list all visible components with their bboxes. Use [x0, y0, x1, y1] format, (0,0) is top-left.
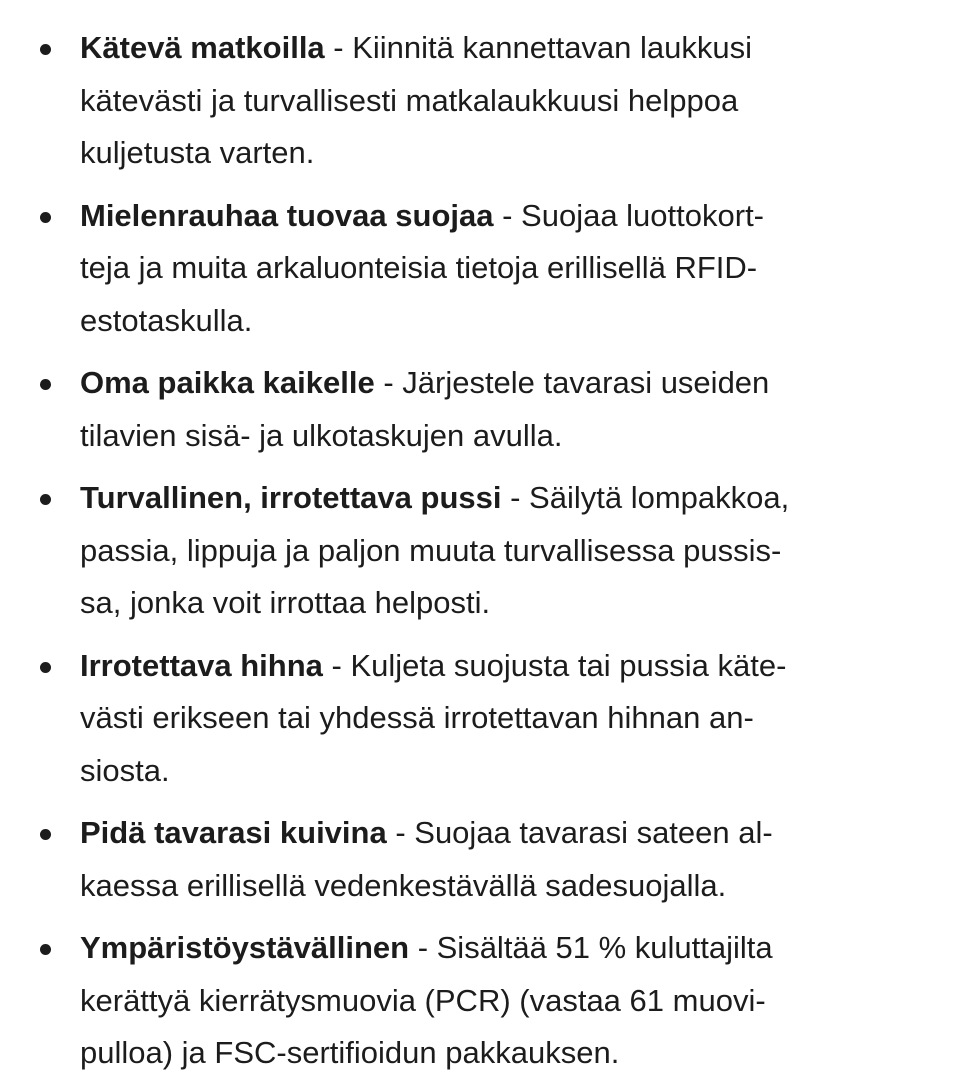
- feature-line: [80, 745, 960, 798]
- feature-description: passia, lippuja ja paljon muuta turvallisessa pussis-: [80, 532, 782, 568]
- feature-list-item: [0, 357, 960, 462]
- feature-line: [80, 860, 960, 913]
- feature-description: siosta.: [80, 752, 170, 788]
- feature-title: Mielenrauhaa tuovaa suojaa: [80, 197, 494, 233]
- feature-description: kaessa erillisellä vedenkestävällä sadesuojalla.: [80, 867, 727, 903]
- feature-description: kuljetusta varten.: [80, 135, 315, 170]
- feature-description: - Kuljeta suojusta tai pussia käte-: [322, 647, 787, 683]
- feature-description: sa, jonka voit irrottaa helposti.: [80, 585, 491, 620]
- feature-line: [80, 410, 960, 463]
- feature-line: [80, 472, 960, 525]
- feature-list-item: [0, 22, 960, 180]
- feature-title: Oma paikka kaikelle: [80, 365, 375, 400]
- feature-description: pulloa) ja FSC-sertifioidun pakkauksen.: [80, 1035, 620, 1070]
- feature-description: - Säilytä lompakkoa,: [501, 480, 790, 515]
- feature-line: [80, 242, 960, 295]
- feature-line: [80, 922, 960, 975]
- feature-description: - Suojaa tavarasi sateen al-: [386, 815, 773, 850]
- feature-list-item: [0, 807, 960, 912]
- feature-list-item: [0, 190, 960, 348]
- feature-line: [80, 640, 960, 693]
- bullet-icon: [40, 44, 51, 55]
- feature-list-item: [0, 640, 960, 798]
- feature-title: Kätevä matkoilla: [80, 30, 325, 65]
- feature-description: tilavien sisä- ja ulkotaskujen avulla.: [80, 417, 563, 453]
- bullet-icon: [40, 494, 51, 505]
- feature-line: [80, 1027, 960, 1080]
- feature-title: Irrotettava hihna: [80, 647, 323, 683]
- feature-line: [80, 127, 960, 180]
- feature-description: - Kiinnitä kannettavan laukkusi: [324, 30, 753, 65]
- feature-line: [80, 692, 960, 745]
- feature-line: [80, 190, 960, 243]
- feature-description: - Sisältää 51 % kuluttajilta: [409, 930, 773, 965]
- feature-line: [80, 525, 960, 578]
- feature-line: [80, 295, 960, 348]
- feature-list-item: [0, 922, 960, 1080]
- bullet-icon: [40, 662, 51, 673]
- bullet-icon: [40, 212, 51, 223]
- feature-description: teja ja muita arkaluonteisia tietoja erillisellä RFID-: [80, 250, 758, 285]
- feature-line: [80, 975, 960, 1028]
- feature-description: - Järjestele tavarasi useiden: [374, 365, 770, 400]
- feature-title: Pidä tavarasi kuivina: [80, 815, 387, 850]
- feature-line: [80, 807, 960, 860]
- bullet-icon: [40, 829, 51, 840]
- feature-title: Turvallinen, irrotettava pussi: [80, 480, 502, 515]
- feature-description: västi erikseen tai yhdessä irrotettavan hihnan an-: [80, 700, 754, 735]
- feature-list-item: [0, 472, 960, 630]
- feature-description: estotaskulla.: [80, 302, 253, 338]
- feature-line: [80, 357, 960, 410]
- feature-line: [80, 22, 960, 75]
- feature-line: [80, 75, 960, 128]
- feature-line: [80, 577, 960, 630]
- bullet-icon: [40, 379, 51, 390]
- feature-description: - Suojaa luottokort-: [493, 197, 765, 233]
- bullet-icon: [40, 944, 51, 955]
- feature-description: kerättyä kierrätysmuovia (PCR) (vastaa 61 muovi-: [80, 982, 766, 1018]
- feature-title: Ympäristöystävällinen: [80, 930, 410, 965]
- feature-description: kätevästi ja turvallisesti matkalaukkuusi helppoa: [80, 82, 739, 118]
